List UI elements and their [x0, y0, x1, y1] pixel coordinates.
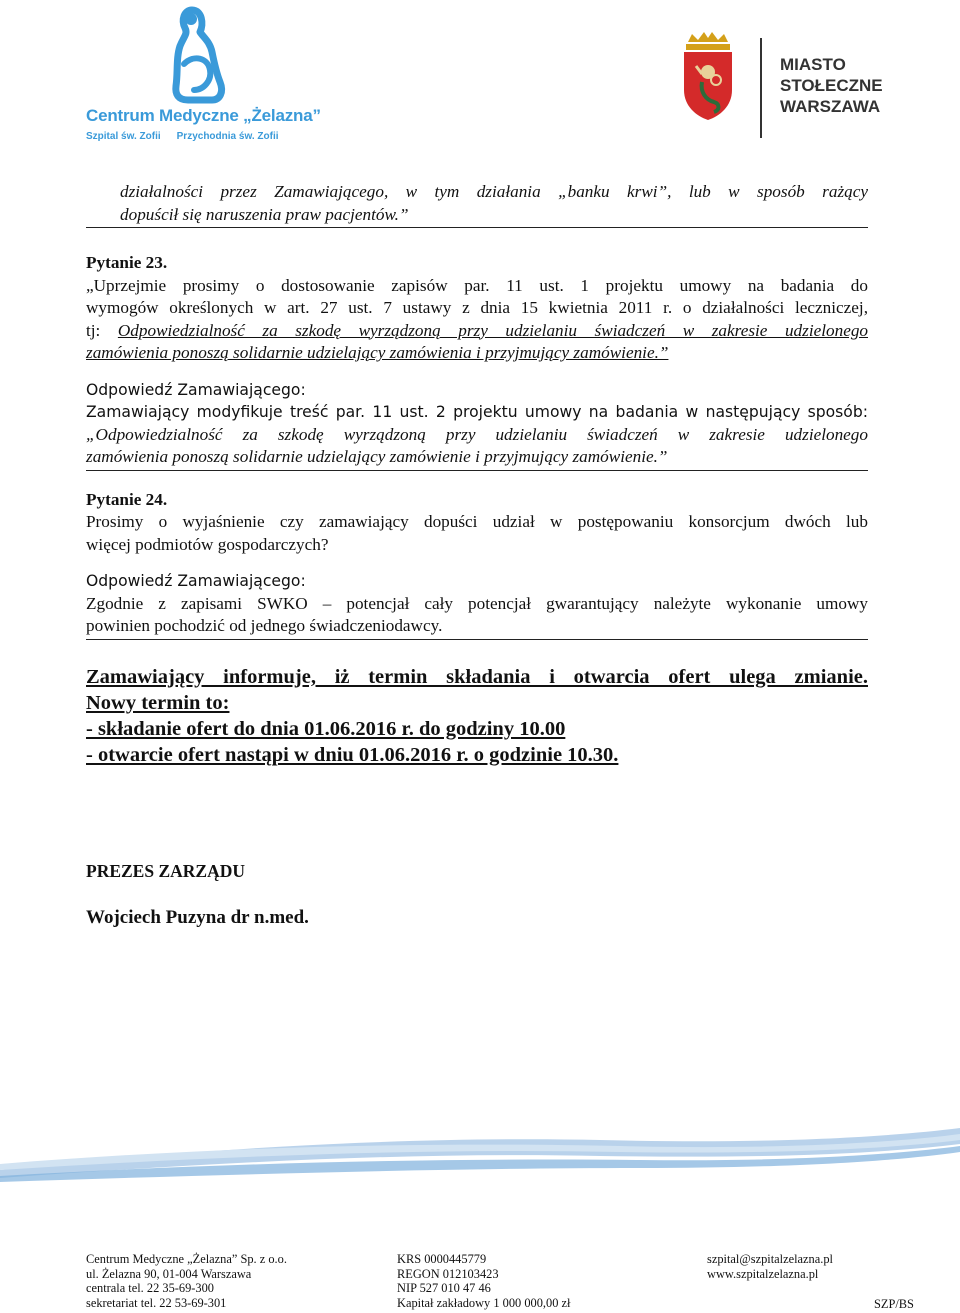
hospital-subtitle — [86, 131, 295, 142]
answer-24-line-1: Zgodnie z zapisami SWKO – potencjał cały potencjał gwarantujący należyte wykonanie umowy — [86, 593, 868, 613]
question-24-line-1: Prosimy o wyjaśnienie czy zamawiający dopuści udział w postępowaniu konsorcjum dwóch lub — [86, 512, 868, 531]
footer-company — [86, 1252, 287, 1311]
intro-line-2: dopuścił się naruszenia praw pacjentów.” — [120, 204, 409, 224]
intro-line-1: działalności przez Zamawiającego, w tym działania „banku krwi”, lub w sposób rażący — [120, 182, 868, 201]
city-line-1: MIASTO — [780, 55, 846, 74]
footer-phone-secretary: sekretariat tel. 22 53-69-301 — [86, 1296, 227, 1311]
city-line-2: STOŁECZNE — [780, 76, 883, 95]
answer-24-label: Odpowiedź Zamawiającego: — [86, 572, 306, 590]
notice-line-1: Zamawiający informuje, iż termin składania i otwarcia ofert ulega zmianie. — [86, 665, 868, 688]
question-23-line-2: wymogów określonych w art. 27 ust. 7 ustawy z dnia 15 kwietnia 2011 r. o działalności leczniczej, — [86, 298, 868, 317]
signature-role: PREZES ZARZĄDU — [86, 861, 245, 881]
answer-23-label: Odpowiedź Zamawiającego: — [86, 380, 306, 399]
footer-registry — [397, 1252, 570, 1311]
footer-address: ul. Żelazna 90, 01-004 Warszawa — [86, 1266, 252, 1281]
footer-phone-main: centrala tel. 22 35-69-300 — [86, 1281, 214, 1296]
answer-23-line-3: zamówienia ponoszą solidarnie udzielający zamówienie i przyjmujący zamówienie.” — [86, 447, 668, 466]
document-code: SZP/BS — [874, 1297, 914, 1311]
question-24-title: Pytanie 24. — [86, 489, 168, 509]
question-24-line-2: więcej podmiotów gospodarczych? — [86, 534, 329, 554]
footer-regon: REGON 012103423 — [397, 1266, 499, 1281]
logo-divider — [760, 38, 762, 138]
notice-line-4: - otwarcie ofert nastąpi w dniu 01.06.2016 r. o godzinie 10.30. — [86, 743, 619, 766]
question-24 — [86, 489, 868, 640]
answer-23-line-2: „Odpowiedzialność za szkodę wyrządzoną przy udzielaniu świadczeń w zakresie udzielonego — [86, 424, 868, 444]
question-23-line-3b: Odpowiedzialność za szkodę wyrządzoną przy udzielaniu świadczeń w zakresie udzielonego — [117, 320, 869, 340]
footer-krs: KRS 0000445779 — [397, 1252, 487, 1266]
question-23-line-4: zamówienia ponoszą solidarnie udzielający zamówienia i przyjmujący zamówienie.” — [86, 343, 669, 362]
footer-capital: Kapitał zakładowy 1 000 000,00 zł — [397, 1296, 571, 1311]
intro-block — [86, 181, 868, 228]
footer-nip: NIP 527 010 47 46 — [397, 1281, 491, 1296]
question-23-line-1: „Uprzejmie prosimy o dostosowanie zapisów par. 11 ust. 1 projektu umowy na badania do — [86, 275, 868, 295]
question-23-title: Pytanie 23. — [86, 253, 168, 272]
city-line-3: WARSZAWA — [780, 97, 881, 116]
question-23-line-3a: tj: — [86, 320, 118, 340]
document-body — [86, 181, 868, 768]
city-name — [780, 54, 883, 117]
hospital-name: Centrum Medyczne „Żelazna” — [86, 106, 321, 125]
hospital-subtitle-2: Przychodnia św. Zofii — [176, 131, 279, 142]
answer-23-line-1: Zamawiający modyfikuje treść par. 11 ust. 2 projektu umowy na badania w następujący sposób: — [86, 403, 868, 421]
city-logo — [680, 30, 883, 140]
answer-24-line-2: powinien pochodzić od jednego świadczeniodawcy. — [86, 616, 443, 635]
footer-website[interactable]: www.szpitalzelazna.pl — [707, 1266, 819, 1281]
notice-line-2: Nowy termin to: — [86, 691, 230, 714]
question-23 — [86, 252, 868, 471]
mother-child-logo-icon — [154, 6, 234, 104]
signature-name: Wojciech Puzyna dr n.med. — [86, 907, 309, 928]
footer-email[interactable]: szpital@szpitalzelazna.pl — [707, 1252, 833, 1266]
hospital-logo — [84, 6, 321, 142]
question-23-line-3 — [86, 320, 868, 343]
deadline-notice — [86, 664, 868, 768]
hospital-subtitle-1: Szpital św. Zofii — [86, 131, 161, 142]
warsaw-crest-icon — [680, 30, 736, 126]
footer-wave-decoration — [0, 1118, 960, 1198]
footer-contact — [707, 1252, 833, 1281]
footer-company-name: Centrum Medyczne „Żelazna” Sp. z o.o. — [86, 1252, 287, 1266]
notice-line-3: - składanie ofert do dnia 01.06.2016 r. do godziny 10.00 — [86, 717, 566, 740]
